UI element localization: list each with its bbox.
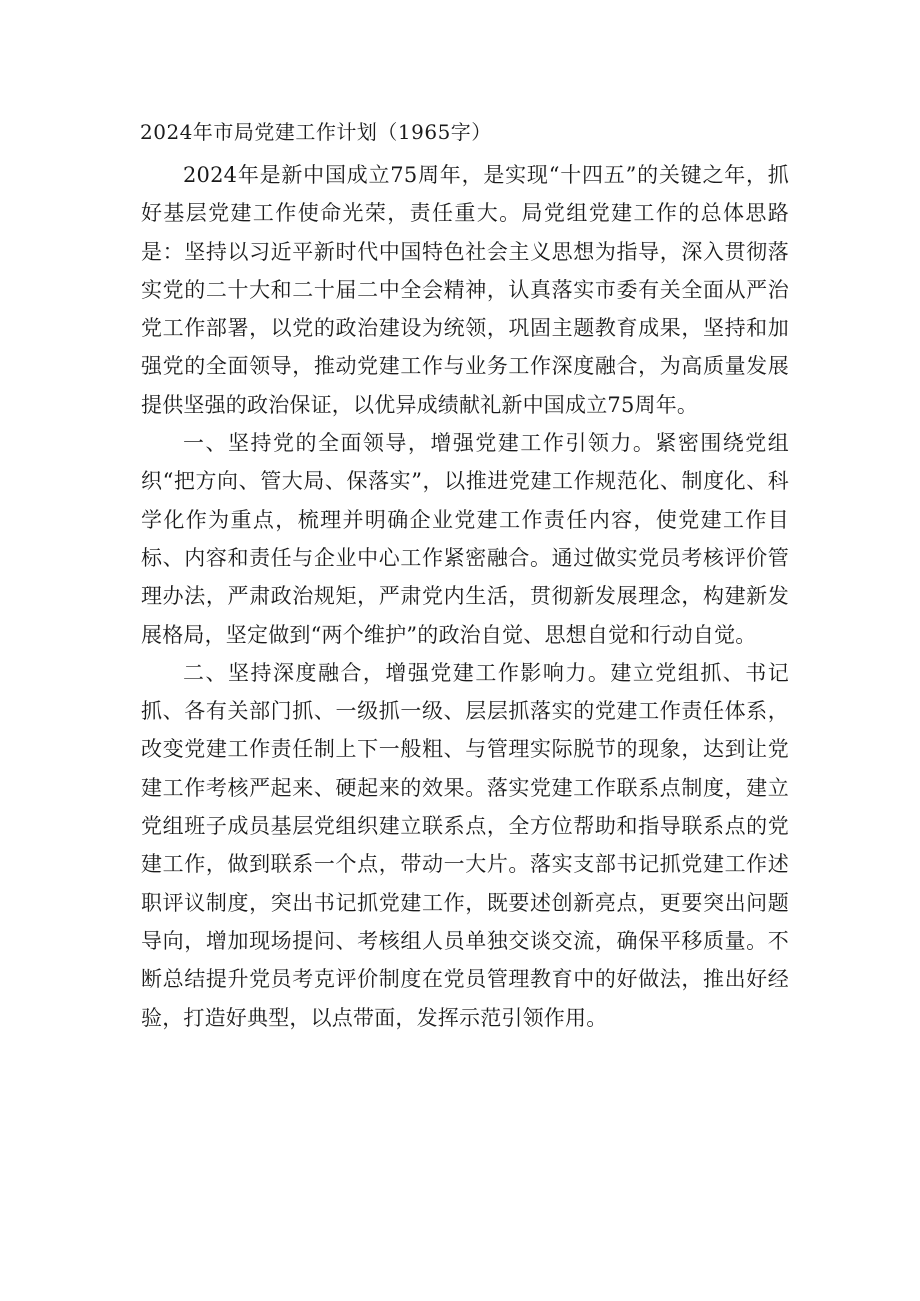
paragraph-section-1: 一、坚持党的全面领导，增强党建工作引领力。紧密围绕党组织“把方向、管大局、保落实”，以推进党建工作规范化、制度化、科学化作为重点，梳理并明确企业党建工作责任内容，使党建工作目标、内容和责任与企业中心工作紧密融合。通过做实党员考核评价管理办法，严肃政治规矩，严肃党内生活，贯彻新发展理念，构建新发展格局，坚定做到“两个维护”的政治自觉、思想自觉和行动自觉。 [141,431,789,647]
document-title: 2024年市局党建工作计划（1965字） [140,120,492,144]
paragraph-intro: 2024年是新中国成立75周年，是实现“十四五”的关键之年，抓好基层党建工作使命光荣，责任重大。局党组党建工作的总体思路是：坚持以习近平新时代中国特色社会主义思想为指导，深入贯彻落实党的二十大和二十届二中全会精神，认真落实市委有关全面从严治党工作部署，以党的政治建设为统领，巩固主题教育成果，坚持和加强党的全面领导，推动党建工作与业务工作深度融合，为高质量发展提供坚强的政治保证，以优异成绩献礼新中国成立75周年。 [141,163,789,417]
paragraph-section-2: 二、坚持深度融合，增强党建工作影响力。建立党组抓、书记抓、各有关部门抓、一级抓一级、层层抓落实的党建工作责任体系，改变党建工作责任制上下一般粗、与管理实际脱节的现象，达到让党建工作考核严起来、硬起来的效果。落实党建工作联系点制度，建立党组班子成员基层党组织建立联系点，全方位帮助和指导联系点的党建工作，做到联系一个点，带动一大片。落实支部书记抓党建工作述职评议制度，突出书记抓党建工作，既要述创新亮点，更要突出问题导向，增加现场提问、考核组人员单独交谈交流，确保平移质量。不断总结提升党员考克评价制度在党员管理教育中的好做法，推出好经验，打造好典型，以点带面，发挥示范引领作用。 [141,660,789,1030]
document-body [141,156,789,1037]
